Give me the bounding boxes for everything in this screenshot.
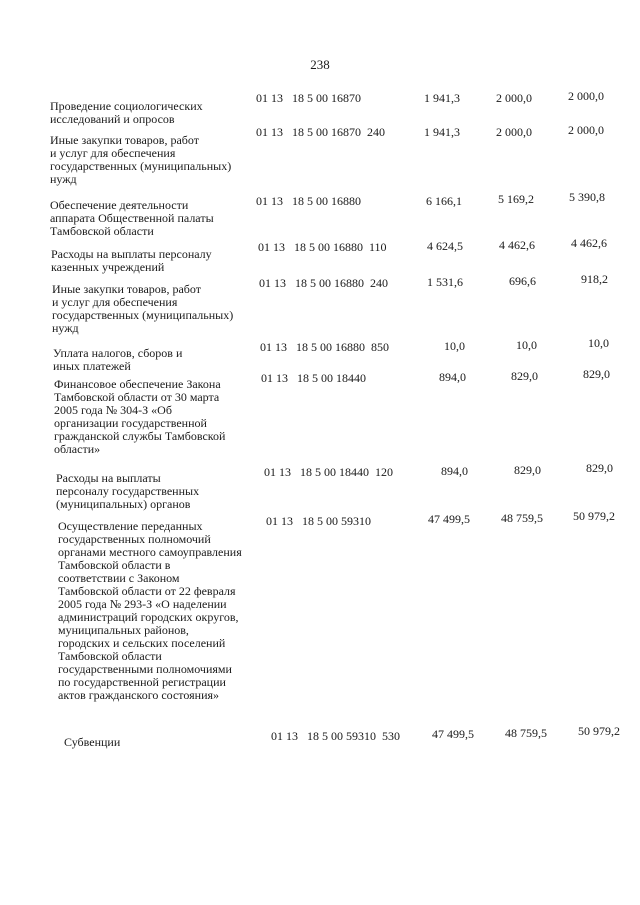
row-value-3: 2 000,0 <box>568 123 604 137</box>
row-code: 01 13 18 5 00 16880 240 <box>259 276 388 290</box>
row-value-1: 1 531,6 <box>427 275 463 289</box>
row-description: Обеспечение деятельности аппарата Общественной палаты Тамбовской области <box>50 198 214 238</box>
row-value-1: 894,0 <box>439 370 466 384</box>
row-description: Осуществление переданных государственных полномочий органами местного самоуправления Тамбовской области в соответствии с Законом Тамбовской области от 22 февраля 2005 года № 293-З «О наделении администраций городских округов, муниципальных районов, городских и сельских поселений Тамбовской области государственными полномочиями по государственной регистрации актов гражданского состояния» <box>58 519 242 702</box>
row-code: 01 13 18 5 00 16870 240 <box>256 125 385 139</box>
row-value-1: 1 941,3 <box>424 125 460 139</box>
row-value-2: 48 759,5 <box>505 726 547 740</box>
row-value-2: 2 000,0 <box>496 91 532 105</box>
row-description: Расходы на выплаты персоналу казенных учреждений <box>51 247 212 274</box>
row-value-1: 10,0 <box>444 339 465 353</box>
row-value-3: 4 462,6 <box>571 236 607 250</box>
row-code: 01 13 18 5 00 18440 <box>261 371 366 385</box>
row-value-1: 894,0 <box>441 464 468 478</box>
row-description: Субвенции <box>64 735 121 749</box>
row-code: 01 13 18 5 00 59310 <box>266 514 371 528</box>
row-value-3: 50 979,2 <box>573 509 615 523</box>
row-description: Финансовое обеспечение Закона Тамбовской области от 30 марта 2005 года № 304-З «Об организации государственной гражданской службы Тамбовской области» <box>54 377 226 456</box>
row-description: Иные закупки товаров, работ и услуг для обеспечения государственных (муниципальных) нужд <box>52 282 234 335</box>
row-value-2: 829,0 <box>514 463 541 477</box>
row-code: 01 13 18 5 00 18440 120 <box>264 465 393 479</box>
row-description: Уплата налогов, сборов и иных платежей <box>53 346 183 373</box>
row-value-3: 2 000,0 <box>568 89 604 103</box>
row-value-3: 918,2 <box>581 272 608 286</box>
row-value-1: 47 499,5 <box>428 512 470 526</box>
row-description: Иные закупки товаров, работ и услуг для обеспечения государственных (муниципальных) нужд <box>50 133 232 186</box>
row-description: Проведение социологических исследований и опросов <box>50 99 203 126</box>
row-value-3: 5 390,8 <box>569 190 605 204</box>
row-value-2: 4 462,6 <box>499 238 535 252</box>
row-value-2: 696,6 <box>509 274 536 288</box>
row-description: Расходы на выплаты персоналу государственных (муниципальных) органов <box>56 471 200 511</box>
row-value-1: 6 166,1 <box>426 194 462 208</box>
row-value-3: 50 979,2 <box>578 724 620 738</box>
row-value-1: 4 624,5 <box>427 239 463 253</box>
row-value-3: 10,0 <box>588 336 609 350</box>
page-number: 238 <box>310 57 330 72</box>
row-code: 01 13 18 5 00 16880 110 <box>258 240 387 254</box>
row-value-2: 5 169,2 <box>498 192 534 206</box>
row-value-2: 48 759,5 <box>501 511 543 525</box>
row-code: 01 13 18 5 00 16880 850 <box>260 340 389 354</box>
row-code: 01 13 18 5 00 16880 <box>256 194 361 208</box>
row-value-1: 47 499,5 <box>432 727 474 741</box>
row-value-2: 2 000,0 <box>496 125 532 139</box>
row-code: 01 13 18 5 00 16870 <box>256 91 361 105</box>
row-value-2: 10,0 <box>516 338 537 352</box>
row-value-3: 829,0 <box>583 367 610 381</box>
row-code: 01 13 18 5 00 59310 530 <box>271 729 400 743</box>
row-value-2: 829,0 <box>511 369 538 383</box>
row-value-1: 1 941,3 <box>424 91 460 105</box>
row-value-3: 829,0 <box>586 461 613 475</box>
